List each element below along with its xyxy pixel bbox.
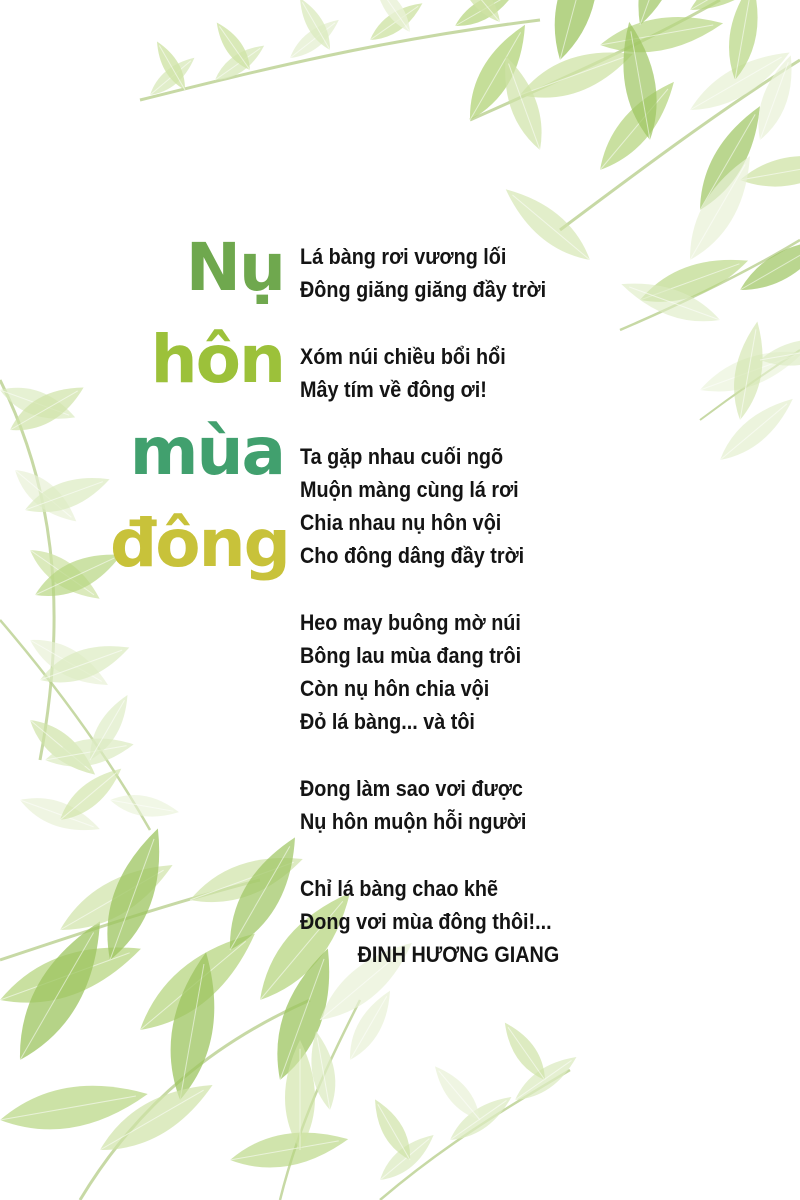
poem-line: Đỏ lá bàng... và tôi xyxy=(300,709,475,734)
stanza-1 xyxy=(300,240,588,306)
poem-line: Chia nhau nụ hôn vội xyxy=(300,510,502,535)
leaf-shape xyxy=(108,790,180,822)
leaf-shape xyxy=(92,1070,222,1164)
poem-line: Chỉ lá bàng chao khẽ xyxy=(300,876,499,901)
stanza-6 xyxy=(300,872,588,938)
poem-line: Mây tím về đông ơi! xyxy=(300,377,487,402)
title-word-1: Nụ xyxy=(185,229,284,306)
poem-line: Đong làm sao vơi được xyxy=(300,776,523,801)
poem-line: Đông giăng giăng đầy trời xyxy=(300,277,547,302)
poem-body xyxy=(300,240,588,971)
poem-line: Cho đông dâng đầy trời xyxy=(300,543,525,568)
poem-line: Heo may buông mờ núi xyxy=(300,610,521,635)
poem-line: Lá bàng rơi vương lối xyxy=(300,244,507,269)
poem-line: Còn nụ hôn chia vội xyxy=(300,676,490,701)
stanza-4 xyxy=(300,606,588,738)
poem-line: Xóm núi chiều bổi hổi xyxy=(300,344,506,369)
leaf-shape xyxy=(4,376,91,441)
poem-line: Ta gặp nhau cuối ngõ xyxy=(300,444,504,469)
poem-author: ĐINH HƯƠNG GIANG xyxy=(357,942,560,967)
poem-line: Bông lau mùa đang trôi xyxy=(300,643,522,668)
leaf-shape xyxy=(427,1060,487,1126)
title-word-2: hôn xyxy=(150,321,284,398)
poem-line: Muộn màng cùng lá rơi xyxy=(300,477,519,502)
poem-title xyxy=(110,222,289,590)
stanza-3 xyxy=(300,440,588,572)
branch-stem xyxy=(560,60,800,230)
title-word-4: đông xyxy=(110,505,289,582)
stanza-2 xyxy=(300,340,588,406)
title-word-3: mùa xyxy=(129,413,284,490)
stanza-5 xyxy=(300,772,588,838)
poem-line: Đong vơi mùa đông thôi!... xyxy=(300,909,552,934)
poem-line: Nụ hôn muộn hỗi người xyxy=(300,809,527,834)
